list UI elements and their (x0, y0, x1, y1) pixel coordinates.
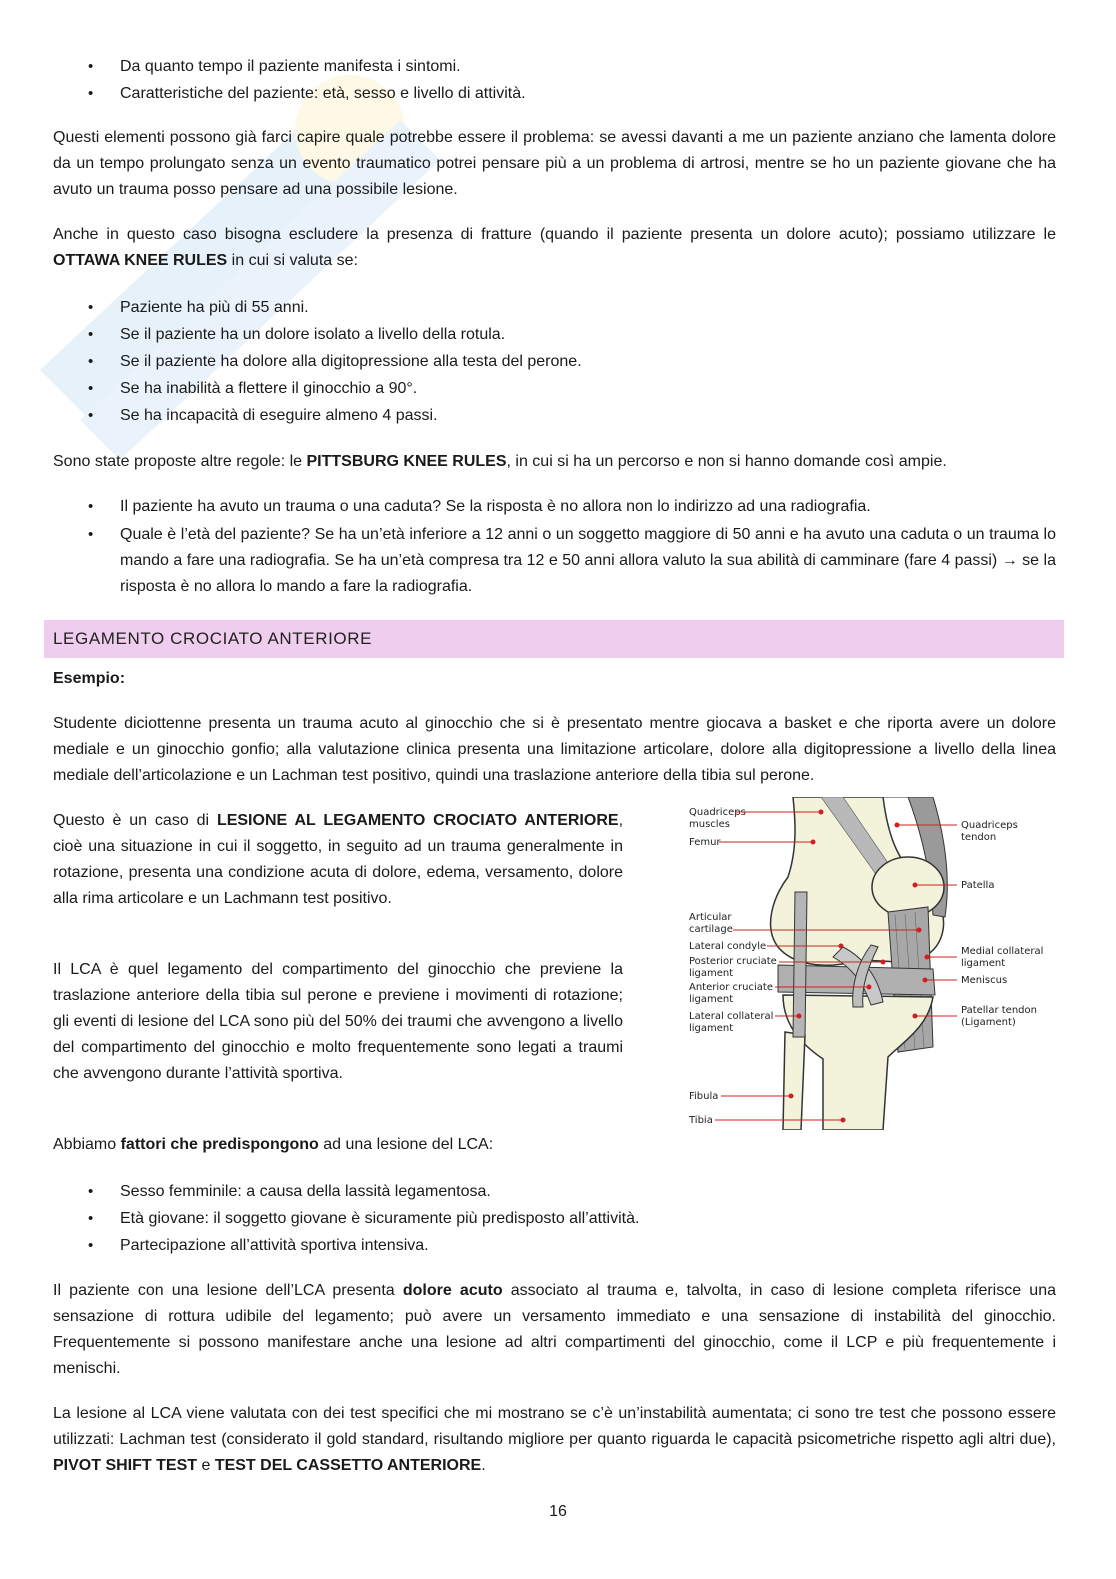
text-run: . (481, 1457, 486, 1474)
example-label-text: Esempio: (53, 670, 126, 687)
factors-bullet-list (53, 1178, 1056, 1259)
label-quadriceps-muscles: Quadriceps (689, 807, 746, 818)
label-posterior-cruciate-2: ligament (689, 968, 734, 979)
label-anterior-cruciate-2: ligament (689, 994, 734, 1005)
list-item: • Se ha incapacità di eseguire almeno 4 passi. (53, 402, 1056, 429)
term-dolore-acuto: dolore acuto (402, 1282, 503, 1299)
term-pittsburg-knee-rules: PITTSBURG KNEE RULES (306, 453, 507, 470)
knee-anatomy-figure (683, 797, 1055, 1130)
text-run: Sono state proposte altre regole: le (53, 453, 307, 470)
paragraph-elements: Questi elementi possono già farci capire quale potrebbe essere il problema: se avessi davanti a me un paziente anziano che lamenta dolore da un tempo prolungato senza un evento traumatico potrei pensare più a un problema di artrosi, mentre se ho un paziente giovane che ha avuto un trauma posso pensare ad una possibile lesione. (53, 129, 1056, 198)
list-item: • Caratteristiche del paziente: età, sesso e livello di attività. (53, 80, 1056, 107)
label-posterior-cruciate: Posterior cruciate (689, 956, 777, 967)
label-articular-cartilage-2: cartilage (689, 924, 733, 935)
label-quadriceps-tendon: Quadriceps (961, 820, 1018, 831)
section-header-lca (44, 620, 1064, 658)
text-run: Questo è un caso di (53, 812, 217, 829)
list-item: • Se il paziente ha un dolore isolato a livello della rotula. (53, 321, 1056, 348)
list-item: • Partecipazione all’attività sportiva intensiva. (53, 1232, 1056, 1259)
page-number: 16 (549, 1503, 567, 1520)
list-item: • Da quanto tempo il paziente manifesta i sintomi. (53, 53, 1056, 80)
paragraph-lca-definition: Il LCA è quel legamento del compartimento del ginocchio che previene la traslazione anteriore della tibia sul perone e previene i movimenti di rotazione; gli eventi di lesione del LCA sono più del 50% dei traumi che avvengono a livello del compartimento del ginocchio e molto frequentemente sono legati a traumi che avvengono durante l’attività sportiva. (53, 961, 623, 1082)
term-pivot-shift-test: PIVOT SHIFT TEST (53, 1457, 198, 1474)
paragraph-case (53, 808, 623, 912)
list-item: • Quale è l’età del paziente? Se ha un’età inferiore a 12 anni o un soggetto maggiore di 50 anni e ha avuto una caduta o un trauma lo mando a fare una radiografia. Se ha un’età compresa tra 12 e 50 anni allora valuto la sua abilità di camminare (fare 4 passi) → se la risposta è no allora lo mando a fare la radiografia. (53, 522, 1056, 600)
label-articular-cartilage: Articular (689, 912, 732, 923)
label-medial-collateral-2: ligament (961, 958, 1006, 969)
intro-bullet-list (53, 53, 1056, 107)
label-patellar-tendon: Patellar tendon (961, 1005, 1037, 1016)
text-run: , in cui si ha un percorso e non si hanno domande così ampie. (506, 453, 947, 470)
example-label (53, 666, 1056, 692)
list-item: • Se il paziente ha dolore alla digitopressione alla testa del perone. (53, 348, 1056, 375)
text-run: Abbiamo (53, 1136, 121, 1153)
text-run: ad una lesione del LCA: (318, 1136, 494, 1153)
term-lesione-lca: LESIONE AL LEGAMENTO CROCIATO ANTERIORE (216, 812, 619, 829)
label-tibia: Tibia (689, 1115, 713, 1126)
text-run: , cioè una situazione in cui il soggetto, in seguito ad un trauma generalmente in rotazione, presenta una condizione acuta di dolore, edema, versamento, dolore alla rima articolare e un Lachmann test positivo. (53, 812, 624, 907)
ottawa-bullet-list (53, 294, 1056, 429)
label-patellar-tendon-2: (Ligament) (961, 1017, 1016, 1028)
label-lateral-collateral-2: ligament (689, 1023, 734, 1034)
list-item: • Età giovane: il soggetto giovane è sicuramente più predisposto all’attività. (53, 1205, 1056, 1232)
label-lateral-condyle: Lateral condyle (689, 941, 767, 952)
label-medial-collateral: Medial collateral (961, 946, 1044, 957)
text-run: e (197, 1457, 215, 1474)
list-item: • Paziente ha più di 55 anni. (53, 294, 1056, 321)
pittsburg-bullet-list (53, 494, 1056, 600)
term-fattori: fattori che predispongono (120, 1136, 319, 1153)
paragraph-ottawa (53, 222, 1056, 274)
paragraph-factors (53, 1132, 1056, 1158)
label-anterior-cruciate: Anterior cruciate (689, 982, 773, 993)
knee-anatomy-diagram (683, 797, 1055, 1130)
label-patella: Patella (961, 880, 995, 891)
label-lateral-collateral: Lateral collateral (689, 1011, 774, 1022)
label-meniscus: Meniscus (961, 975, 1008, 986)
text-run: associato al trauma e, talvolta, in caso di lesione completa riferisce una sensazione di rottura udibile del legamento; può avere un versamento immediato e una sensazione di instabilità del ginocchio. Frequentemente si possono manifestare anche una lesione ad altri compartimenti del ginocchio, come il LCP e più frequentemente i menischi. (53, 1282, 1056, 1377)
text-run: La lesione al LCA viene valutata con dei test specifici che mi mostrano se c’è un’instabilità aumentata; ci sono tre test che possono essere utilizzati: Lachman test (considerato il gold standard, risultando migliore per quanto riguarda le capacità psicometriche rispetto agli altri due), (53, 1405, 1056, 1448)
paragraph-pittsburg (53, 449, 1056, 475)
term-ottawa-knee-rules: OTTAWA KNEE RULES (53, 252, 228, 269)
list-item: • Se ha inabilità a flettere il ginocchio a 90°. (53, 375, 1056, 402)
paragraph-tests (53, 1401, 1056, 1479)
section-title: LEGAMENTO CROCIATO ANTERIORE (53, 629, 373, 648)
text-run: Il paziente con una lesione dell’LCA presenta (53, 1282, 403, 1299)
label-fibula: Fibula (689, 1091, 719, 1102)
label-quadriceps-tendon-2: tendon (961, 832, 997, 843)
list-item: • Il paziente ha avuto un trauma o una caduta? Se la risposta è no allora non lo indirizzo ad una radiografia. (53, 494, 1056, 520)
label-femur: Femur (689, 837, 721, 848)
paragraph-pain (53, 1278, 1056, 1382)
text-run: Anche in questo caso bisogna escludere la presenza di fratture (quando il paziente presenta un dolore acuto); possiamo utilizzare le (53, 226, 1056, 243)
paragraph-example: Studente diciottenne presenta un trauma acuto al ginocchio che si è presentato mentre giocava a basket e che riporta avere un dolore mediale e un ginocchio gonfio; alla valutazione clinica presenta una limitazione articolare, dolore alla digitopressione a livello della linea mediale dell’articolazione e un Lachman test positivo, quindi una traslazione anteriore della tibia sul perone. (53, 715, 1056, 784)
label-quadriceps-muscles-2: muscles (689, 819, 730, 830)
text-run: in cui si valuta se: (227, 252, 358, 269)
list-item: • Sesso femminile: a causa della lassità legamentosa. (53, 1178, 1056, 1205)
term-test-cassetto: TEST DEL CASSETTO ANTERIORE (214, 1457, 482, 1474)
